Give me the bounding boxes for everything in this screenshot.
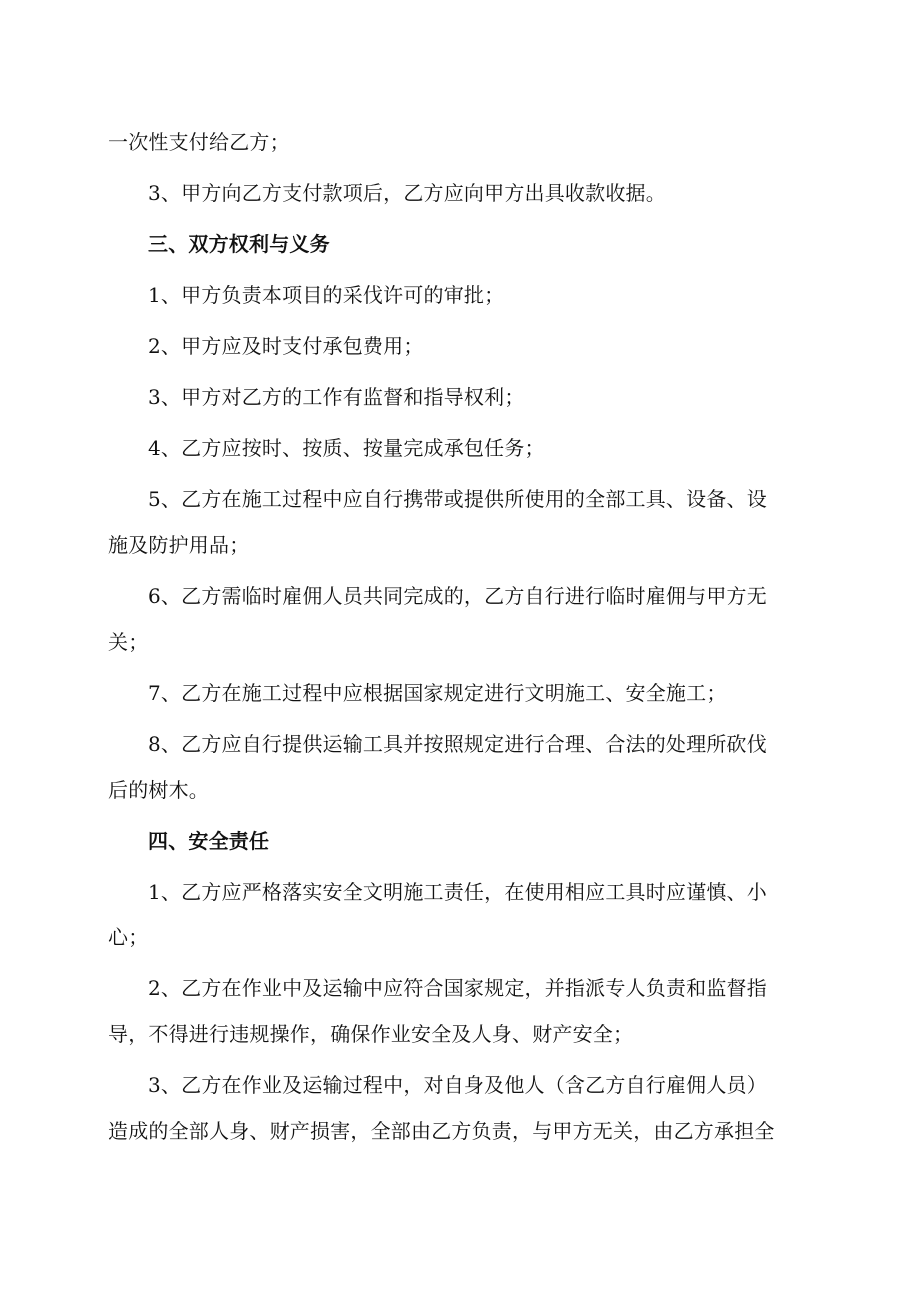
- rights-clause-5: 5、乙方在施工过程中应自行携带或提供所使用的全部工具、设备、设: [148, 487, 767, 511]
- payment-clause-3: 3、甲方向乙方支付款项后，乙方应向甲方出具收款收据。: [148, 181, 666, 205]
- rights-clause-7: 7、乙方在施工过程中应根据国家规定进行文明施工、安全施工；: [148, 681, 727, 705]
- safety-clause-3: 3、乙方在作业及运输过程中，对自身及他人（含乙方自行雇佣人员）: [148, 1073, 767, 1097]
- rights-clause-5-continuation: 施及防护用品；: [108, 533, 250, 557]
- rights-clause-1: 1、甲方负责本项目的采伐许可的审批；: [148, 283, 505, 307]
- rights-clause-4: 4、乙方应按时、按质、按量完成承包任务；: [148, 436, 545, 460]
- rights-clause-6: 6、乙方需临时雇佣人员共同完成的，乙方自行进行临时雇佣与甲方无: [148, 584, 767, 608]
- text-line-continuation: 一次性支付给乙方；: [108, 130, 290, 154]
- section-heading-rights-obligations: 三、双方权利与义务: [148, 232, 330, 256]
- rights-clause-8: 8、乙方应自行提供运输工具并按照规定进行合理、合法的处理所砍伐: [148, 732, 767, 756]
- safety-clause-1: 1、乙方应严格落实安全文明施工责任，在使用相应工具时应谨慎、小: [148, 880, 767, 904]
- safety-clause-1-continuation: 心；: [108, 925, 149, 949]
- rights-clause-3: 3、甲方对乙方的工作有监督和指导权利；: [148, 385, 525, 409]
- safety-clause-2: 2、乙方在作业中及运输中应符合国家规定，并指派专人负责和监督指: [148, 976, 767, 1000]
- rights-clause-8-continuation: 后的树木。: [108, 778, 209, 802]
- rights-clause-6-continuation: 关；: [108, 630, 149, 654]
- rights-clause-2: 2、甲方应及时支付承包费用；: [148, 334, 424, 358]
- section-heading-safety: 四、安全责任: [148, 829, 270, 853]
- safety-clause-2-continuation: 导，不得进行违规操作，确保作业安全及人身、财产安全；: [108, 1022, 634, 1046]
- safety-clause-3-continuation: 造成的全部人身、财产损害，全部由乙方负责，与甲方无关，由乙方承担全: [108, 1119, 775, 1143]
